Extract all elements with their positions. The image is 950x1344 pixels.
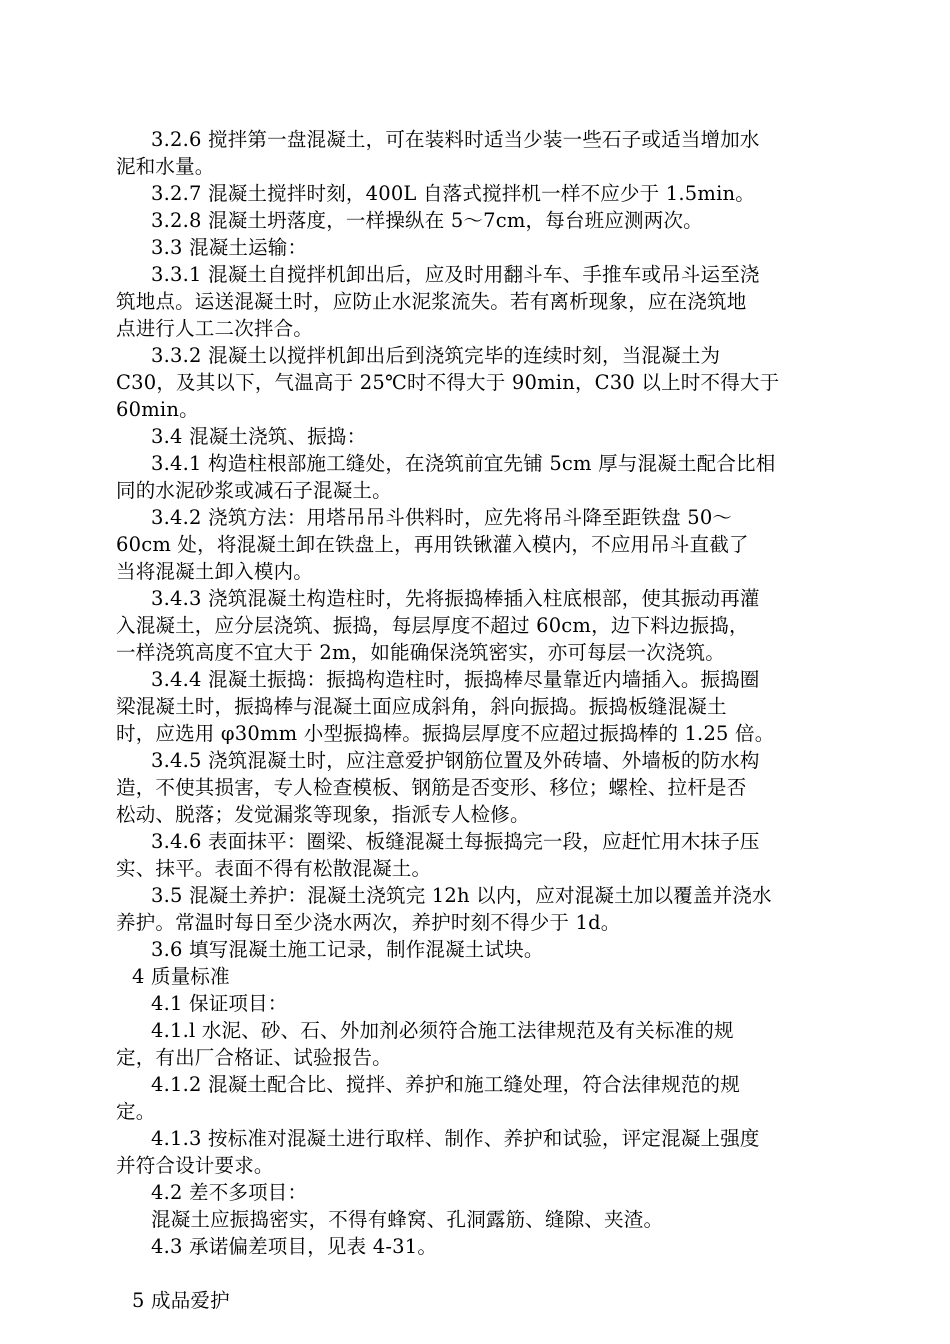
section-heading: 3.3 混凝土运输： xyxy=(151,236,308,259)
paragraph-line: 入混凝土，应分层浇筑、振捣，每层厚度不超过 60cm，边下料边振捣， xyxy=(116,614,749,637)
chapter-heading: 5 成品爱护 xyxy=(132,1289,230,1312)
section-heading: 4.1 保证项目： xyxy=(151,992,288,1015)
paragraph-line: 当将混凝土卸入模内。 xyxy=(116,560,314,583)
paragraph-line: 4.1.2 混凝土配合比、搅拌、养护和施工缝处理，符合法律规范的规 xyxy=(151,1073,740,1096)
paragraph-line: 3.4.1 构造柱根部施工缝处，在浇筑前宜先铺 5cm 厚与混凝土配合比相 xyxy=(151,452,776,475)
paragraph-line: 3.4.6 表面抹平：圈梁、板缝混凝土每振捣完一段，应赶忙用木抹子压 xyxy=(151,830,760,853)
paragraph-line: 泥和水量。 xyxy=(116,155,215,178)
paragraph-line: 4.3 承诺偏差项目，见表 4-31。 xyxy=(151,1235,438,1258)
paragraph-line: C30，及其以下，气温高于 25℃时不得大于 90min，C30 以上时不得大于 xyxy=(116,371,780,394)
paragraph-line: 混凝土应振捣密实，不得有蜂窝、孔洞露筋、缝隙、夹渣。 xyxy=(151,1208,664,1231)
paragraph-line: 并符合设计要求。 xyxy=(116,1154,274,1177)
paragraph-line: 3.4.2 浇筑方法：用塔吊吊斗供料时，应先将吊斗降至距铁盘 50～ xyxy=(151,506,733,529)
chapter-heading: 4 质量标准 xyxy=(132,965,230,988)
paragraph-line: 造，不使其损害，专人检查模板、钢筋是否变形、移位；螺栓、拉杆是否 xyxy=(116,776,747,799)
paragraph-line: 3.2.7 混凝土搅拌时刻，400L 自落式搅拌机一样不应少于 1.5min。 xyxy=(151,182,755,205)
paragraph-line: 点进行人工二次拌合。 xyxy=(116,317,314,340)
paragraph-line: 60min。 xyxy=(116,398,199,421)
paragraph-line: 3.5 混凝土养护：混凝土浇筑完 12h 以内，应对混凝土加以覆盖并浇水 xyxy=(151,884,772,907)
paragraph-line: 4.1.3 按标准对混凝土进行取样、制作、养护和试验，评定混凝上强度 xyxy=(151,1127,760,1150)
paragraph-line: 定。 xyxy=(116,1100,156,1123)
paragraph-line: 松动、脱落；发觉漏浆等现象，指派专人检修。 xyxy=(116,803,530,826)
paragraph-line: 60cm 处，将混凝土卸在铁盘上，再用铁锹灌入模内，不应用吊斗直截了 xyxy=(116,533,749,556)
paragraph-line: 3.2.6 搅拌第一盘混凝土，可在装料时适当少装一些石子或适当增加水 xyxy=(151,128,760,151)
paragraph-line: 3.2.8 混凝土坍落度，一样操纵在 5～7cm，每台班应测两次。 xyxy=(151,209,703,232)
paragraph-line: 3.3.1 混凝土自搅拌机卸出后，应及时用翻斗车、手推车或吊斗运至浇 xyxy=(151,263,760,286)
paragraph-line: 4.1.l 水泥、砂、石、外加剂必须符合施工法律规范及有关标准的规 xyxy=(151,1019,734,1042)
paragraph-line: 同的水泥砂浆或减石子混凝土。 xyxy=(116,479,392,502)
paragraph-line: 养护。常温时每日至少浇水两次，养护时刻不得少于 1d。 xyxy=(116,911,621,934)
blank-line xyxy=(116,1260,832,1287)
paragraph-line: 时，应选用 φ30mm 小型振捣棒。振捣层厚度不应超过振捣棒的 1.25 倍。 xyxy=(116,722,775,745)
section-heading: 4.2 差不多项目： xyxy=(151,1181,308,1204)
section-heading: 3.4 混凝土浇筑、振捣： xyxy=(151,425,367,448)
paragraph-line: 定，有出厂合格证、试验报告。 xyxy=(116,1046,392,1069)
paragraph-line: 筑地点。运送混凝土时，应防止水泥浆流失。若有离析现象，应在浇筑地 xyxy=(116,290,747,313)
document-body xyxy=(116,126,832,1314)
paragraph-line: 3.3.2 混凝土以搅拌机卸出后到浇筑完毕的连续时刻，当混凝土为 xyxy=(151,344,721,367)
paragraph-line: 一样浇筑高度不宜大于 2m，如能确保浇筑密实，亦可每层一次浇筑。 xyxy=(116,641,725,664)
paragraph-line: 3.4.4 混凝土振捣：振捣构造柱时，振捣棒尽量靠近内墙插入。振捣圈 xyxy=(151,668,760,691)
paragraph-line: 3.4.5 浇筑混凝土时，应注意爱护钢筋位置及外砖墙、外墙板的防水构 xyxy=(151,749,760,772)
paragraph-line: 3.6 填写混凝土施工记录，制作混凝土试块。 xyxy=(151,938,544,961)
paragraph-line: 实、抹平。表面不得有松散混凝土。 xyxy=(116,857,432,880)
paragraph-line: 3.4.3 浇筑混凝土构造柱时，先将振捣棒插入柱底根部，使其振动再灌 xyxy=(151,587,760,610)
paragraph-line: 梁混凝土时，振捣棒与混凝土面应成斜角，斜向振捣。振捣板缝混凝土 xyxy=(116,695,727,718)
